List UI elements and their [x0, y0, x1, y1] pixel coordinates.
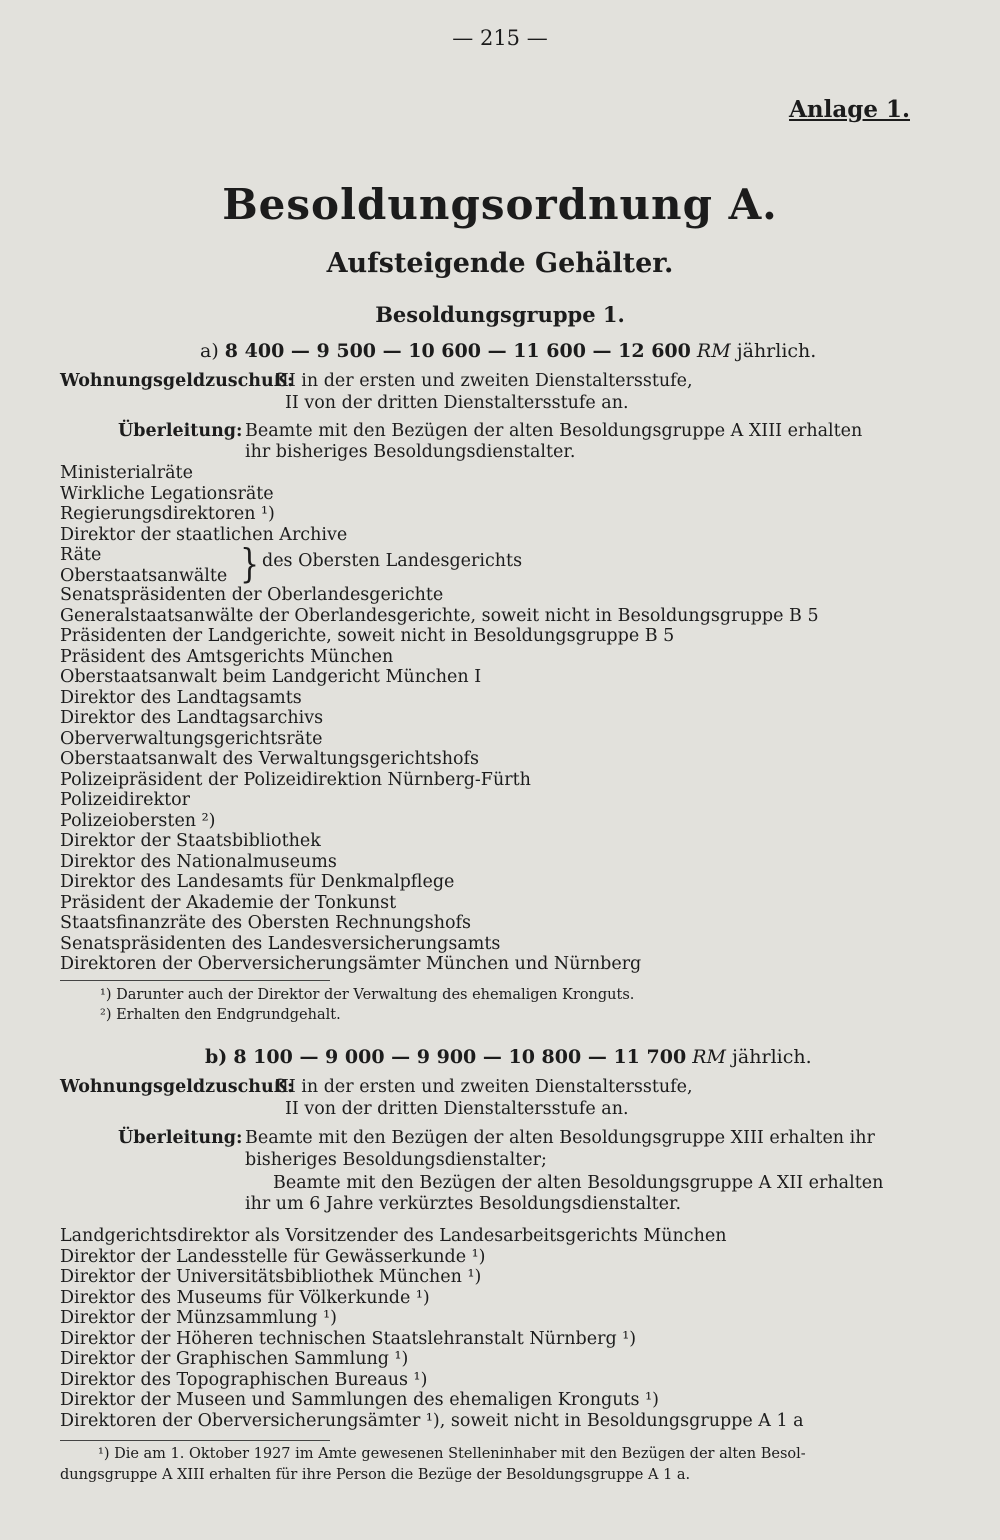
list-item: Regierungsdirektoren ¹): [60, 504, 275, 524]
wohnung-b-line1: III in der ersten und zweiten Dienstaltersstufe,: [275, 1077, 693, 1097]
list-item: Senatspräsidenten der Oberlandesgerichte: [60, 585, 444, 605]
list-item: Präsidenten der Landgerichte, soweit nicht in Besoldungsgruppe B 5: [60, 626, 675, 646]
list-item: Direktor der Höheren technischen Staatslehranstalt Nürnberg ¹): [60, 1328, 637, 1349]
page-number: — 215 —: [452, 26, 548, 50]
list-item: Ministerialräte: [60, 463, 193, 483]
list-item: Direktor der Museen und Sammlungen des ehemaligen Kronguts ¹): [60, 1390, 659, 1410]
brace-glyph: }: [240, 541, 260, 588]
footnote-divider-a: [60, 980, 330, 981]
salary-b-per: jährlich.: [732, 1046, 812, 1068]
footnote-b-line2: dungsgruppe A XIII erhalten für ihre Person die Bezüge der Besoldungsgruppe A 1 a.: [60, 1467, 691, 1483]
title-list-a-bottom: [60, 585, 819, 975]
title-list-a-top: [60, 463, 347, 545]
list-item: Direktor des Museums für Völkerkunde ¹): [60, 1287, 430, 1308]
salary-b-unit: RM: [692, 1046, 726, 1068]
salary-a-per: jährlich.: [736, 340, 817, 362]
list-item: Präsident der Akademie der Tonkunst: [60, 892, 397, 913]
list-item: Direktor des Landesamts für Denkmalpflege: [60, 872, 455, 892]
list-item: Generalstaatsanwälte der Oberlandesgerichte, soweit nicht in Besoldungsgruppe B 5: [60, 605, 819, 626]
wohnung-a-line2: II von der dritten Dienstaltersstufe an.: [285, 393, 629, 413]
list-item: Direktoren der Oberversicherungsämter München und Nürnberg: [60, 954, 642, 974]
list-item: Staatsfinanzräte des Obersten Rechnungshofs: [60, 913, 471, 933]
list-item: Direktor des Nationalmuseums: [60, 851, 337, 872]
list-item: Polizeipräsident der Polizeidirektion Nürnberg-Fürth: [60, 769, 531, 790]
ueberleitung-a-line2: ihr bisheriges Besoldungsdienstalter.: [245, 442, 576, 462]
list-item: Oberstaatsanwalt des Verwaltungsgerichtshofs: [60, 749, 479, 769]
group-heading: Besoldungsgruppe 1.: [375, 302, 625, 327]
list-item: Polizeiobersten ²): [60, 810, 216, 831]
salary-a-values: 8 400 — 9 500 — 10 600 — 11 600 — 12 600: [224, 340, 691, 362]
list-item: Direktor der staatlichen Archive: [60, 524, 348, 545]
wohnung-label-b: Wohnungsgeldzuschuß:: [60, 1077, 294, 1097]
footnote-b-line1: ¹) Die am 1. Oktober 1927 im Amte gewesenen Stelleninhaber mit den Bezügen der alten Besol-: [98, 1446, 806, 1462]
list-item: Oberstaatsanwalt beim Landgericht München I: [60, 667, 482, 687]
ueberleitung-b-line4: ihr um 6 Jahre verkürztes Besoldungsdienstalter.: [245, 1194, 682, 1214]
list-item: Oberverwaltungsgerichtsräte: [60, 728, 323, 749]
ueberleitung-b-line1: Beamte mit den Bezügen der alten Besoldungsgruppe XIII erhalten ihr: [245, 1128, 875, 1148]
list-item: Direktoren der Oberversicherungsämter ¹), soweit nicht in Besoldungsgruppe A 1 a: [60, 1410, 804, 1431]
footnote-divider-b: [60, 1440, 330, 1441]
list-item: Wirkliche Legationsräte: [60, 483, 274, 504]
ueberleitung-b-line3: Beamte mit den Bezügen der alten Besoldungsgruppe A XII erhalten: [273, 1173, 884, 1193]
title-list-b: [60, 1226, 804, 1431]
list-item: Senatspräsidenten des Landesversicherungsamts: [60, 933, 501, 954]
list-item: Direktor der Landesstelle für Gewässerkunde ¹): [60, 1246, 486, 1267]
annex-label: Anlage 1.: [789, 96, 910, 123]
footnote-a-2: ²) Erhalten den Endgrundgehalt.: [100, 1007, 341, 1023]
wohnung-label-a: Wohnungsgeldzuschuß:: [60, 371, 294, 391]
list-item: Direktor des Topographischen Bureaus ¹): [60, 1369, 428, 1390]
list-item: Direktor der Münzsammlung ¹): [60, 1308, 337, 1328]
list-item: Direktor des Landtagsarchivs: [60, 708, 324, 728]
wohnung-a-line1: III in der ersten und zweiten Dienstaltersstufe,: [275, 371, 693, 391]
list-item: Direktor der Universitätsbibliothek München ¹): [60, 1267, 482, 1287]
salary-line-b: [205, 1046, 812, 1068]
list-item: Landgerichtsdirektor als Vorsitzender des Landesarbeitsgerichts München: [60, 1226, 727, 1246]
ueberleitung-b-line2: bisheriges Besoldungsdienstalter;: [245, 1150, 547, 1170]
list-item: Direktor der Staatsbibliothek: [60, 831, 321, 851]
list-item: Präsident des Amtsgerichts München: [60, 646, 394, 667]
wohnung-b-line2: II von der dritten Dienstaltersstufe an.: [285, 1099, 629, 1119]
list-item: Direktor der Graphischen Sammlung ¹): [60, 1349, 409, 1369]
list-item: Polizeidirektor: [60, 790, 191, 810]
section-a-letter: a): [200, 340, 219, 362]
list-item: Direktor des Landtagsamts: [60, 687, 302, 708]
salary-line-a: [200, 340, 816, 362]
section-b-letter: b): [205, 1046, 228, 1068]
ueberleitung-label-a: Überleitung:: [118, 421, 243, 441]
ueberleitung-a-line1: Beamte mit den Bezügen der alten Besoldungsgruppe A XIII erhalten: [245, 421, 863, 441]
brace-item-raete: Räte: [60, 545, 102, 565]
footnote-a-1: ¹) Darunter auch der Direktor der Verwaltung des ehemaligen Kronguts.: [100, 987, 635, 1003]
brace-text: des Obersten Landesgerichts: [262, 551, 523, 571]
brace-item-oberstaatsanwaelte: Oberstaatsanwälte: [60, 566, 228, 586]
ueberleitung-label-b: Überleitung:: [118, 1128, 243, 1148]
page-title: Besoldungsordnung A.: [222, 180, 778, 229]
salary-a-unit: RM: [696, 340, 731, 362]
salary-b-values: 8 100 — 9 000 — 9 900 — 10 800 — 11 700: [233, 1046, 687, 1068]
page-subtitle: Aufsteigende Gehälter.: [326, 248, 674, 279]
